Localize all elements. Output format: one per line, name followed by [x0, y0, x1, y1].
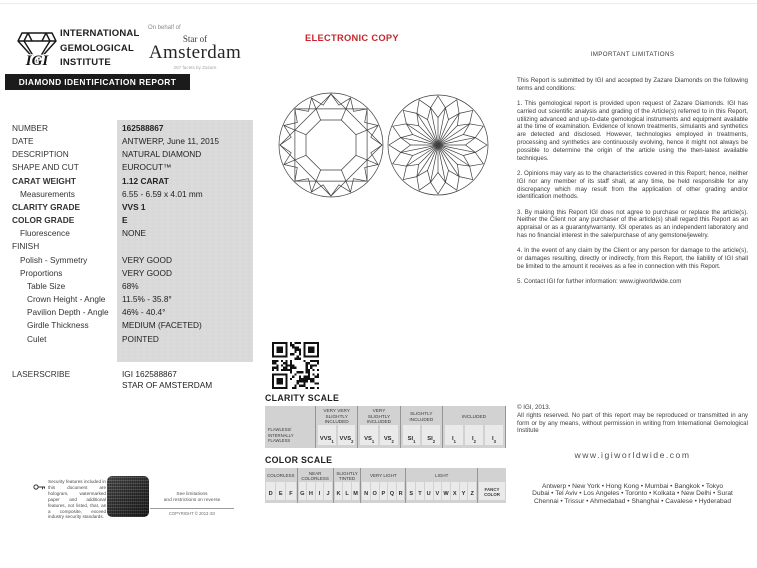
brand-name: Amsterdam — [148, 42, 242, 63]
clarity-grade-cell: I 3 — [485, 425, 503, 445]
igi-copyright-text: All rights reserved. No part of this report may be reproduced or transmitted in any form or by any means, without permission in writing from International Gemological Institute — [517, 411, 748, 435]
color-cells — [334, 482, 360, 503]
color-letter-cell: T — [416, 482, 424, 500]
clarity-group — [401, 406, 443, 448]
cities-line: Chennai • Trissur • Ahmedabad • Shanghai • Cavalese • Hyderabad — [533, 497, 731, 505]
hologram-patch — [107, 476, 149, 517]
color-group-header: LIGHT — [435, 473, 449, 479]
field-label: CLARITY GRADE — [12, 201, 81, 212]
fancy-color-column — [478, 468, 506, 503]
diamond-facet-diagrams — [270, 83, 510, 208]
field-value: E — [122, 215, 128, 226]
field-row — [12, 254, 254, 267]
field-row — [12, 175, 254, 188]
color-letter-cell: S — [407, 482, 415, 500]
fancy-color-line: COLOR — [484, 492, 500, 497]
field-value: 6.55 - 6.59 x 4.01 mm — [122, 188, 203, 199]
color-letter-cell: N — [362, 482, 370, 500]
color-groups — [265, 468, 478, 503]
field-label: SHAPE AND CUT — [12, 162, 79, 173]
field-value: ANTWERP, June 11, 2015 — [122, 136, 220, 147]
field-row — [12, 319, 254, 332]
field-row — [12, 267, 254, 280]
fancy-color-line: FANCY — [484, 487, 500, 492]
igi-logo-text: IGI — [25, 53, 49, 68]
brand-top: Star of — [182, 34, 208, 44]
field-label: COLOR GRADE — [12, 215, 75, 226]
brand-subtitle: 257 facets by Zazare — [173, 65, 217, 70]
color-scale-table — [265, 468, 506, 503]
field-row — [12, 122, 254, 135]
clarity-grade-cell: I 2 — [465, 425, 483, 445]
field-label: Fluorescence — [20, 228, 70, 239]
color-letter-cell: I — [316, 482, 324, 500]
limitations-clause: 5. Contact IGI for further information: www.igiworldwide.com — [517, 278, 682, 286]
see-limitations-line: See limitations — [176, 492, 208, 497]
laserscribe-value — [122, 369, 212, 390]
field-label: NUMBER — [12, 123, 48, 133]
clarity-scale-table — [265, 406, 506, 448]
clarity-cells — [358, 425, 399, 448]
clarity-flawless-line: INTERNALLY — [268, 432, 294, 438]
cities-line: Antwerp • New York • Hong Kong • Mumbai • Bangkok • Tokyo — [541, 483, 724, 490]
color-cells — [265, 482, 297, 503]
field-label: DATE — [12, 136, 34, 147]
laserscribe-row — [12, 369, 212, 390]
clarity-grade-cell: I 1 — [445, 425, 463, 445]
color-letter-cell: H — [307, 482, 315, 500]
org-line: INTERNATIONAL — [60, 28, 140, 39]
important-limitations-body — [517, 77, 748, 294]
org-line: GEMOLOGICAL — [60, 42, 134, 54]
color-group-header: SLIGHTLY TINTED — [336, 470, 358, 481]
laserscribe-label: LASERSCRIBE — [12, 369, 71, 379]
org-name — [60, 27, 139, 71]
limitations-clause: 2. Opinions may vary as to the characteristics covered in this Report; hence, neither IGI nor any member of its staff shall, at any time, be held responsible for any discrepancy which may result from the application of other grading and/or identification methods. — [517, 169, 748, 201]
clarity-grade-cell: SI 2 — [422, 425, 440, 445]
field-label: Polish - Symmetry — [20, 254, 88, 265]
field-value: 162588867 — [122, 123, 164, 133]
field-row — [12, 201, 254, 214]
website-url: www.igiworldwide.com — [574, 450, 691, 460]
see-limitations-note — [150, 492, 234, 504]
field-row — [12, 333, 254, 346]
limitations-intro: This Report is submitted by IGI and accepted by Zazare Diamonds on the following terms and conditions: — [517, 77, 748, 92]
field-value: 11.5% - 35.8° — [122, 294, 172, 305]
limitations-clause: 3. By making this Report IGI does not agree to purchase or replace the article(s). Neither the Client nor any purchaser of the article(s) shall regard this Report as an appraisal or as a guaranty/warranty. IGI operates as an independent laboratory and has no financial interest in the sale/purchase of any gemstone/jewelry. — [517, 208, 748, 240]
field-value: 46% - 40.4° — [122, 307, 166, 318]
color-letter-cell: F — [286, 482, 295, 500]
field-row — [12, 214, 254, 227]
clarity-grade-cell: VVS 2 — [338, 425, 356, 445]
color-cells — [406, 482, 477, 503]
clarity-cells — [443, 425, 505, 448]
color-letter-cell: P — [380, 482, 388, 500]
color-group-header: COLORLESS — [267, 473, 295, 479]
clarity-grade-cell: VVS 1 — [318, 425, 336, 445]
clarity-group — [443, 406, 506, 448]
field-value: EUROCUT™ — [122, 162, 172, 173]
clarity-group-header: VERY SLIGHTLY INCLUDED — [367, 408, 391, 425]
limitations-clause: 1. This gemological report is provided upon request of Zazare Diamonds. IGI has carried out scientific analysis and grading of the Article(s) referred to in this Report, utilizing advanced and up-to-date gemological instruments and equipment available at the time of examination. Evidence of known treatments, simulants and synthetics are detected and disclosed. However, technologies employed in treatments, processing and synthetics are continuously evolving, hence it might not always be possible to determine the origin of the article using the then-latest available techniques. — [517, 100, 748, 162]
color-letter-cell: Y — [460, 482, 468, 500]
fancy-color-cell — [479, 482, 505, 500]
color-letter-cell: X — [451, 482, 459, 500]
field-value: VVS 1 — [122, 201, 146, 212]
clarity-group-header: SLIGHTLY INCLUDED — [409, 411, 434, 422]
laserscribe-line: IGI 162588867 — [122, 369, 177, 379]
color-group — [298, 468, 334, 503]
color-cells — [361, 482, 405, 503]
field-row — [12, 306, 254, 319]
brand-block — [143, 25, 247, 70]
clarity-flawless-column — [265, 406, 316, 448]
igi-copyright-block — [517, 404, 748, 435]
limitations-clauses — [517, 100, 748, 286]
cities-line: Dubai • Tel Aviv • Los Angeles • Toronto • Kolkata • New Delhi • Surat — [532, 490, 733, 498]
color-group-header: NEAR COLORLESS — [301, 470, 329, 481]
field-row — [12, 240, 254, 253]
field-label: Measurements — [20, 188, 75, 199]
security-copyright: COPYRIGHT © 2013 IGI — [168, 511, 216, 516]
clarity-grade-cell: VS 2 — [380, 425, 398, 445]
field-label: Culet — [27, 333, 47, 344]
color-group — [334, 468, 361, 503]
clarity-cells — [401, 425, 442, 448]
color-letter-cell: J — [324, 482, 332, 500]
fields-list — [12, 122, 254, 346]
key-icon — [33, 483, 46, 491]
igi-copyright-year: © IGI, 2013. — [517, 404, 551, 411]
field-label: CARAT WEIGHT — [12, 175, 76, 186]
color-letter-cell: K — [335, 482, 342, 500]
field-value: VERY GOOD — [122, 254, 172, 265]
field-value: 1.12 CARAT — [122, 175, 169, 186]
color-letter-cell: W — [442, 482, 450, 500]
color-letter-cell: M — [352, 482, 359, 500]
igi-diamond-logo-icon — [15, 22, 59, 68]
security-features-note: Security features included in this document are hologram, watermarked paper and additional features, not listed, that, as a composite, exceed industry security standards. — [48, 479, 106, 520]
field-row — [12, 293, 254, 306]
clarity-grade-cell: VS 1 — [360, 425, 378, 445]
field-value: VERY GOOD — [122, 267, 172, 278]
see-limitations-line: and restrictions on reverse — [163, 498, 221, 503]
field-value: NONE — [122, 228, 146, 239]
on-behalf-label: On behalf of — [148, 25, 181, 31]
color-group — [265, 468, 298, 503]
color-letter-cell: V — [434, 482, 442, 500]
limitations-clause: 4. In the event of any claim by the Client or any person for damage to the article(s), or damages resulting, directly or indirectly, from this Report, the liability of IGI shall be limited to the amount it receives as a fee in connection with this Report. — [517, 247, 748, 270]
color-letter-cell: R — [397, 482, 405, 500]
clarity-cells — [316, 425, 357, 448]
color-group-header: VERY LIGHT — [370, 473, 397, 479]
clarity-group-header: VERY VERY SLIGHTLY INCLUDED — [323, 408, 350, 425]
color-letter-cell: D — [266, 482, 275, 500]
org-line: INSTITUTE — [60, 57, 111, 68]
clarity-groups — [316, 406, 506, 448]
field-label: Pavilion Depth - Angle — [27, 307, 109, 318]
clarity-grade-cell: SI 1 — [403, 425, 421, 445]
clarity-group — [358, 406, 400, 448]
clarity-group-header: INCLUDED — [462, 413, 486, 419]
electronic-copy-stamp: ELECTRONIC COPY — [305, 33, 399, 43]
laserscribe-line: STAR OF AMSTERDAM — [122, 379, 213, 390]
field-label: DESCRIPTION — [12, 149, 69, 160]
field-value: 68% — [122, 280, 139, 291]
color-letter-cell: U — [425, 482, 433, 500]
field-label: Proportions — [20, 267, 63, 278]
field-value: MEDIUM (FACETED) — [122, 320, 202, 331]
color-letter-cell: E — [276, 482, 285, 500]
clarity-flawless-line: FLAWLESS/ — [268, 427, 292, 433]
color-group — [406, 468, 478, 503]
field-label: Table Size — [27, 280, 66, 291]
field-label: Crown Height - Angle — [27, 294, 106, 305]
field-value: NATURAL DIAMOND — [122, 149, 202, 160]
field-row — [12, 161, 254, 174]
important-limitations-title: IMPORTANT LIMITATIONS — [590, 51, 675, 58]
color-cells — [298, 482, 333, 503]
field-row — [12, 148, 254, 161]
field-row — [12, 188, 254, 201]
color-letter-cell: G — [299, 482, 307, 500]
field-row — [12, 280, 254, 293]
office-cities-list — [515, 483, 750, 505]
color-letter-cell: Z — [468, 482, 476, 500]
color-letter-cell: Q — [388, 482, 396, 500]
clarity-flawless-line: FLAWLESS — [268, 437, 291, 443]
field-row — [12, 135, 254, 148]
clarity-scale-title: CLARITY SCALE — [265, 393, 340, 403]
color-group — [361, 468, 406, 503]
field-label: Girdle Thickness — [27, 320, 89, 331]
color-letter-cell: O — [371, 482, 379, 500]
field-label: FINISH — [12, 241, 40, 252]
color-letter-cell: L — [343, 482, 350, 500]
clarity-group — [316, 406, 358, 448]
field-value: POINTED — [122, 333, 159, 344]
color-scale-title: COLOR SCALE — [265, 455, 333, 465]
report-title-bar: DIAMOND IDENTIFICATION REPORT — [5, 74, 190, 90]
qr-code — [272, 342, 319, 389]
field-row — [12, 227, 254, 240]
security-divider — [150, 508, 234, 509]
